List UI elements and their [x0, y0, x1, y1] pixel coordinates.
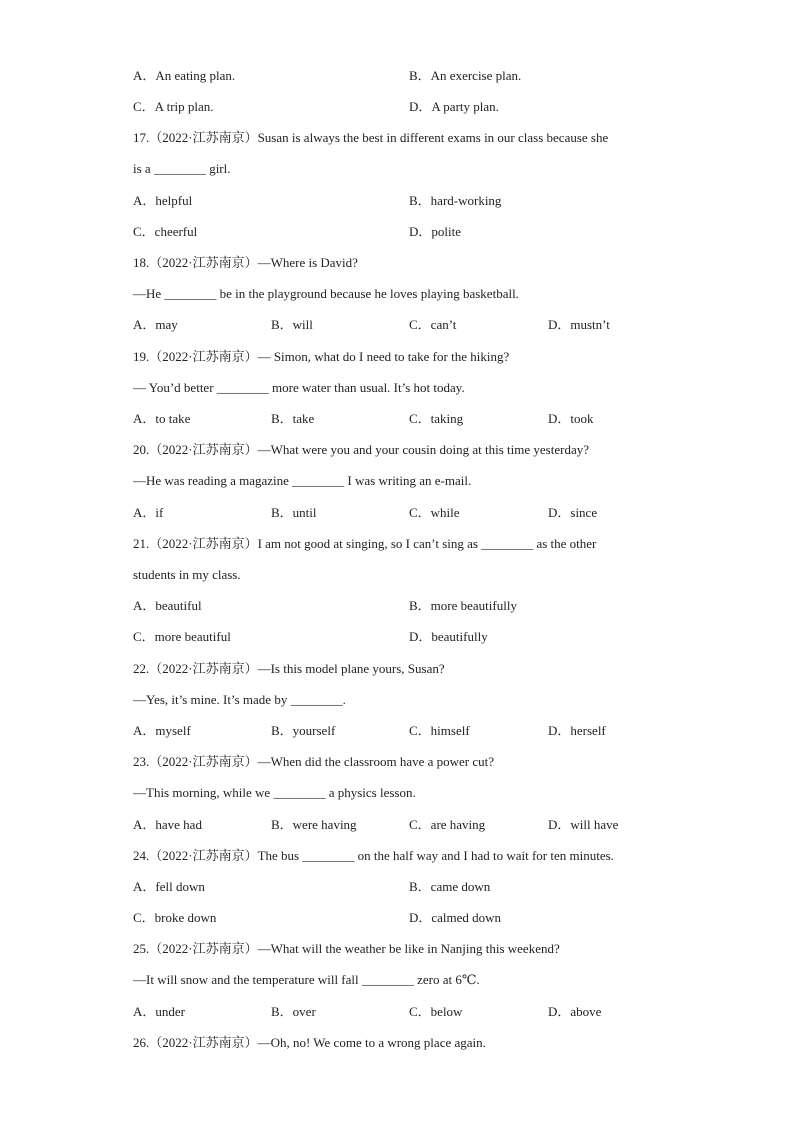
q20-stem-line2: —He was reading a magazine ________ I was writing an e-mail.: [133, 473, 472, 488]
q22-stem-line2: —Yes, it’s mine. It’s made by ________.: [133, 692, 346, 707]
q21-option-d: D．beautifully: [409, 629, 488, 644]
q21-option-a: A．beautiful: [133, 598, 202, 613]
q21-option-c: C．more beautiful: [133, 629, 231, 644]
q25-option-d: D．above: [548, 1004, 602, 1019]
q16-option-a: A．An eating plan.: [133, 68, 236, 83]
q20-option-c: C．while: [409, 505, 460, 520]
q17-option-b: B．hard-working: [409, 193, 502, 208]
q25-option-a: A．under: [133, 1004, 185, 1019]
q18-option-d: D．mustn’t: [548, 317, 610, 332]
q24-stem-line1: 24.（2022·江苏南京）The bus ________ on the half way and I had to wait for ten minutes.: [133, 848, 614, 863]
q16-option-c: C．A trip plan.: [133, 99, 214, 114]
q22-option-c: C．himself: [409, 723, 470, 738]
q24-option-a: A．fell down: [133, 879, 205, 894]
q18-option-b: B．will: [271, 317, 313, 332]
q24-option-b: B．came down: [409, 879, 491, 894]
q25-stem-line1: 25.（2022·江苏南京）—What will the weather be like in Nanjing this weekend?: [133, 941, 560, 956]
q19-stem-line2: — You’d better ________ more water than usual. It’s hot today.: [133, 380, 465, 395]
q20-option-d: D．since: [548, 505, 598, 520]
q19-option-a: A．to take: [133, 411, 191, 426]
q19-option-b: B．take: [271, 411, 315, 426]
q26-stem-line1: 26.（2022·江苏南京）—Oh, no! We come to a wrong place again.: [133, 1035, 486, 1050]
q25-option-c: C．below: [409, 1004, 463, 1019]
q21-stem-line1: 21.（2022·江苏南京）I am not good at singing, so I can’t sing as ________ as the other: [133, 536, 597, 551]
q23-option-c: C．are having: [409, 817, 486, 832]
q18-stem-line1: 18.（2022·江苏南京）—Where is David?: [133, 255, 358, 270]
q21-stem-line2: students in my class.: [133, 567, 241, 582]
q16-option-d: D．A party plan.: [409, 99, 499, 114]
q18-stem-line2: —He ________ be in the playground because he loves playing basketball.: [133, 286, 519, 301]
q19-stem-line1: 19.（2022·江苏南京）— Simon, what do I need to take for the hiking?: [133, 349, 510, 364]
q22-option-a: A．myself: [133, 723, 191, 738]
q24-option-c: C．broke down: [133, 910, 217, 925]
q18-option-a: A．may: [133, 317, 178, 332]
q21-option-b: B．more beautifully: [409, 598, 517, 613]
q23-stem-line2: —This morning, while we ________ a physics lesson.: [133, 785, 416, 800]
q17-option-c: C．cheerful: [133, 224, 198, 239]
q19-option-d: D．took: [548, 411, 594, 426]
q17-stem-line2: is a ________ girl.: [133, 161, 231, 176]
q25-stem-line2: —It will snow and the temperature will fall ________ zero at 6℃.: [133, 972, 480, 987]
q20-option-b: B．until: [271, 505, 317, 520]
q17-stem-line1: 17.（2022·江苏南京）Susan is always the best in different exams in our class because she: [133, 130, 609, 145]
q23-option-d: D．will have: [548, 817, 619, 832]
q16-option-b: B．An exercise plan.: [409, 68, 522, 83]
q23-option-a: A．have had: [133, 817, 202, 832]
q22-stem-line1: 22.（2022·江苏南京）—Is this model plane yours, Susan?: [133, 661, 445, 676]
q20-stem-line1: 20.（2022·江苏南京）—What were you and your cousin doing at this time yesterday?: [133, 442, 589, 457]
q23-option-b: B．were having: [271, 817, 357, 832]
q22-option-b: B．yourself: [271, 723, 336, 738]
q23-stem-line1: 23.（2022·江苏南京）—When did the classroom have a power cut?: [133, 754, 495, 769]
q22-option-d: D．herself: [548, 723, 606, 738]
q17-option-d: D．polite: [409, 224, 461, 239]
q25-option-b: B．over: [271, 1004, 316, 1019]
q17-option-a: A．helpful: [133, 193, 193, 208]
q19-option-c: C．taking: [409, 411, 464, 426]
q24-option-d: D．calmed down: [409, 910, 502, 925]
q20-option-a: A．if: [133, 505, 164, 520]
q18-option-c: C．can’t: [409, 317, 457, 332]
